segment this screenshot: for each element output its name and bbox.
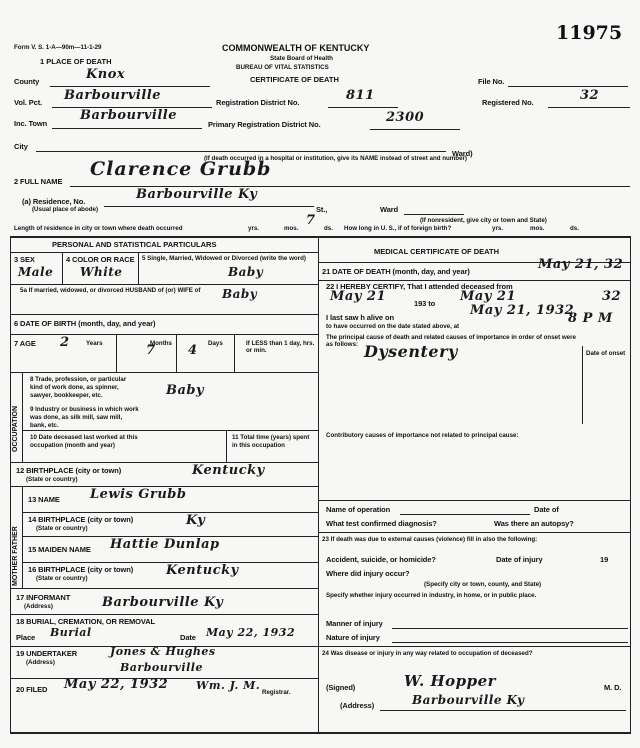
- reg-district-value: 811: [346, 88, 375, 103]
- attend-to-value: May 21: [460, 289, 516, 304]
- accident-label: Accident, suicide, or homicide?: [326, 555, 436, 564]
- length-yrs: yrs.: [248, 225, 260, 232]
- certificate-number: 11975: [556, 22, 623, 44]
- nature-injury-label: Nature of injury: [326, 633, 380, 642]
- sex-label: 3 SEX: [14, 255, 35, 264]
- filed-label: 20 FILED: [16, 685, 48, 694]
- attend-year-value: 32: [602, 289, 622, 304]
- contributory-label: Contributory causes of importance not related to principal cause:: [326, 432, 519, 439]
- occ11-label: 11 Total time (years) spent in this occupation: [232, 434, 310, 449]
- burial-place-label: Place: [16, 633, 36, 642]
- primary-reg-label: Primary Registration District No.: [208, 120, 321, 129]
- hospital-note: (If death occurred in a hospital or institution, give its NAME instead of street and number): [204, 155, 467, 162]
- age-years-label: Years: [86, 340, 103, 347]
- confirmed-diagnosis-label: What test confirmed diagnosis?: [326, 519, 437, 528]
- injury-year: 19: [600, 555, 609, 564]
- marital-label: 5 Single, Married, Widowed or Divorced (write the word): [142, 255, 306, 262]
- color-label: 4 COLOR OR RACE: [66, 255, 135, 264]
- informant-label: 17 INFORMANT: [16, 593, 71, 602]
- mother-name-value: Hattie Dunlap: [110, 537, 220, 552]
- autopsy-label: Was there an autopsy?: [494, 519, 574, 528]
- registrar-label: Registrar.: [262, 689, 291, 696]
- disease-occupation-label: 24 Was disease or injury in any way related to occupation of deceased?: [322, 650, 533, 657]
- bureau-name: BUREAU OF VITAL STATISTICS: [236, 64, 329, 71]
- filed-value: May 22, 1932: [64, 677, 169, 692]
- residence-st-label: St.,: [316, 205, 328, 214]
- birthplace-value: Kentucky: [192, 463, 265, 478]
- informant-sub: (Address): [24, 603, 53, 610]
- injury-date-label: Date of injury: [496, 555, 543, 564]
- physician-address: Barbourville Ky: [412, 693, 525, 707]
- father-name-value: Lewis Grubb: [90, 487, 187, 502]
- occupation-side-label: OCCUPATION: [12, 405, 19, 452]
- age-days-label: Days: [208, 340, 223, 347]
- reg-district-label: Registration District No.: [216, 98, 300, 107]
- death-time-value: 8 P M: [568, 311, 613, 326]
- last-saw-value: May 21, 1932: [470, 303, 575, 318]
- certify-label: 22 I HEREBY CERTIFY, That I attended deceased from: [326, 282, 513, 291]
- file-label: File No.: [478, 77, 505, 86]
- death-date-value: May 21, 32: [538, 257, 624, 272]
- county-value: Knox: [86, 67, 126, 82]
- full-name-value: Clarence Grubb: [90, 158, 272, 180]
- residence-value: Barbourville Ky: [136, 187, 258, 202]
- personal-section-title: PERSONAL AND STATISTICAL PARTICULARS: [52, 240, 217, 249]
- length-residence-label: Length of residence in city or town where death occurred: [14, 225, 183, 232]
- undertaker-address: Barbourville: [120, 661, 203, 674]
- attend-from-value: May 21: [330, 289, 386, 304]
- how-long-us-label: How long in U. S., if of foreign birth?: [344, 225, 452, 232]
- nonresident-note: (If nonresident, give city or town and State): [420, 217, 547, 224]
- medical-section-title: MEDICAL CERTIFICATE OF DEATH: [374, 247, 499, 256]
- md-label: M. D.: [604, 683, 622, 692]
- burial-date-value: May 22, 1932: [206, 626, 296, 639]
- residence-sub: (Usual place of abode): [32, 206, 99, 213]
- us-ds: ds.: [570, 225, 579, 232]
- undertaker-label: 19 UNDERTAKER: [16, 649, 78, 658]
- father-name-label: 13 NAME: [28, 495, 60, 504]
- dob-label: 6 DATE OF BIRTH (month, day, and year): [14, 319, 156, 328]
- form-id: Form V. S. 1-A—90m—11-1-29: [14, 44, 102, 51]
- injury-where-label: Where did injury occur?: [326, 569, 410, 578]
- cause-of-death-value: Dysentery: [364, 342, 458, 361]
- place-of-death-label: 1 PLACE OF DEATH: [40, 57, 112, 66]
- father-bp-sub: (State or country): [36, 525, 88, 532]
- injury-where-sub: (Specify city or town, county, and State): [424, 581, 542, 588]
- operation-date-label: Date of: [534, 505, 559, 514]
- length-ds: ds.: [324, 225, 333, 232]
- external-causes-label: 23 If death was due to external causes (violence) fill in also the following:: [322, 536, 538, 543]
- principal-cause-label: The principal cause of death and related causes of importance in order of onset were as follows:: [326, 334, 576, 349]
- manner-injury-label: Manner of injury: [326, 619, 383, 628]
- undertaker-value: Jones & Hughes: [110, 645, 216, 658]
- us-mos: mos.: [530, 225, 545, 232]
- occ10-label: 10 Date deceased last worked at this occupation (month and year): [30, 434, 138, 449]
- county-label: County: [14, 77, 40, 86]
- birthplace-sub: (State or country): [26, 476, 78, 483]
- registered-label: Registered No.: [482, 98, 534, 107]
- death-date-label: 21 DATE OF DEATH (month, day, and year): [322, 267, 470, 276]
- residence-days-value: 7: [306, 213, 316, 228]
- registered-value: 32: [580, 88, 600, 103]
- operation-label: Name of operation: [326, 505, 391, 514]
- registrar-signature: Wm. J. M.: [196, 679, 261, 692]
- age-months-value: 7: [146, 343, 156, 358]
- occ8-label: 8 Trade, profession, or particular kind of work done, as spinner, sawyer, bookkeeper, etc.: [30, 376, 127, 399]
- burial-date-label: Date: [180, 633, 196, 642]
- death-occurred-label: to have occurred on the date stated above, at: [326, 323, 460, 330]
- father-bp-label: 14 BIRTHPLACE (city or town): [28, 515, 134, 524]
- town-label: Inc. Town: [14, 119, 48, 128]
- spouse-label: 5a If married, widowed, or divorced HUSBAND of (or) WIFE of: [20, 287, 201, 294]
- certificate-title: CERTIFICATE OF DEATH: [250, 75, 339, 84]
- mother-bp-label: 16 BIRTHPLACE (city or town): [28, 565, 134, 574]
- address-label: (Address): [340, 701, 375, 710]
- sex-value: Male: [18, 265, 54, 279]
- town-value: Barbourville: [80, 108, 177, 123]
- board-name: State Board of Health: [270, 55, 333, 62]
- date-of-onset-label: Date of onset: [586, 350, 626, 357]
- length-mos: mos.: [284, 225, 299, 232]
- undertaker-sub: (Address): [26, 659, 55, 666]
- signed-label: (Signed): [326, 683, 356, 692]
- occ9-label: 9 Industry or business in which work was done, as silk mill, saw mill, bank, etc.: [30, 406, 139, 429]
- vol-label: Vol. Pct.: [14, 98, 43, 107]
- burial-place-value: Burial: [50, 626, 92, 639]
- city-ward-label: Ward): [452, 149, 473, 158]
- age-years-value: 2: [60, 335, 70, 350]
- full-name-label: 2 FULL NAME: [14, 177, 63, 186]
- residence-label: (a) Residence, No.: [22, 197, 86, 206]
- age-months-label: Months: [150, 340, 172, 347]
- residence-ward-label: Ward: [380, 205, 399, 214]
- commonwealth-title: COMMONWEALTH OF KENTUCKY: [222, 43, 370, 53]
- injury-specify-label: Specify whether injury occurred in industry, in home, or in public place.: [326, 592, 537, 599]
- burial-label: 18 BURIAL, CREMATION, OR REMOVAL: [16, 617, 156, 626]
- age-label: 7 AGE: [14, 339, 36, 348]
- mother-bp-value: Kentucky: [166, 563, 239, 578]
- less-than-day-label: If LESS than 1 day, hrs. or min.: [246, 340, 315, 355]
- informant-value: Barbourville Ky: [102, 595, 224, 610]
- color-value: White: [80, 265, 123, 279]
- mother-bp-sub: (State or country): [36, 575, 88, 582]
- age-days-value: 4: [188, 343, 198, 358]
- city-label: City: [14, 142, 28, 151]
- primary-reg-value: 2300: [386, 110, 425, 125]
- spouse-value: Baby: [222, 287, 258, 301]
- occ8-value: Baby: [166, 383, 205, 398]
- attend-to-label: 193 to: [414, 299, 436, 308]
- mother-name-label: 15 MAIDEN NAME: [28, 545, 91, 554]
- us-yrs: yrs.: [492, 225, 504, 232]
- marital-value: Baby: [228, 265, 264, 279]
- father-bp-value: Ky: [186, 513, 206, 528]
- last-saw-label: I last saw h alive on: [326, 313, 394, 322]
- vol-value: Barbourville: [64, 88, 161, 103]
- physician-signature: W. Hopper: [404, 672, 497, 690]
- parents-side-label: MOTHER FATHER: [12, 526, 19, 586]
- birthplace-label: 12 BIRTHPLACE (city or town): [16, 466, 122, 475]
